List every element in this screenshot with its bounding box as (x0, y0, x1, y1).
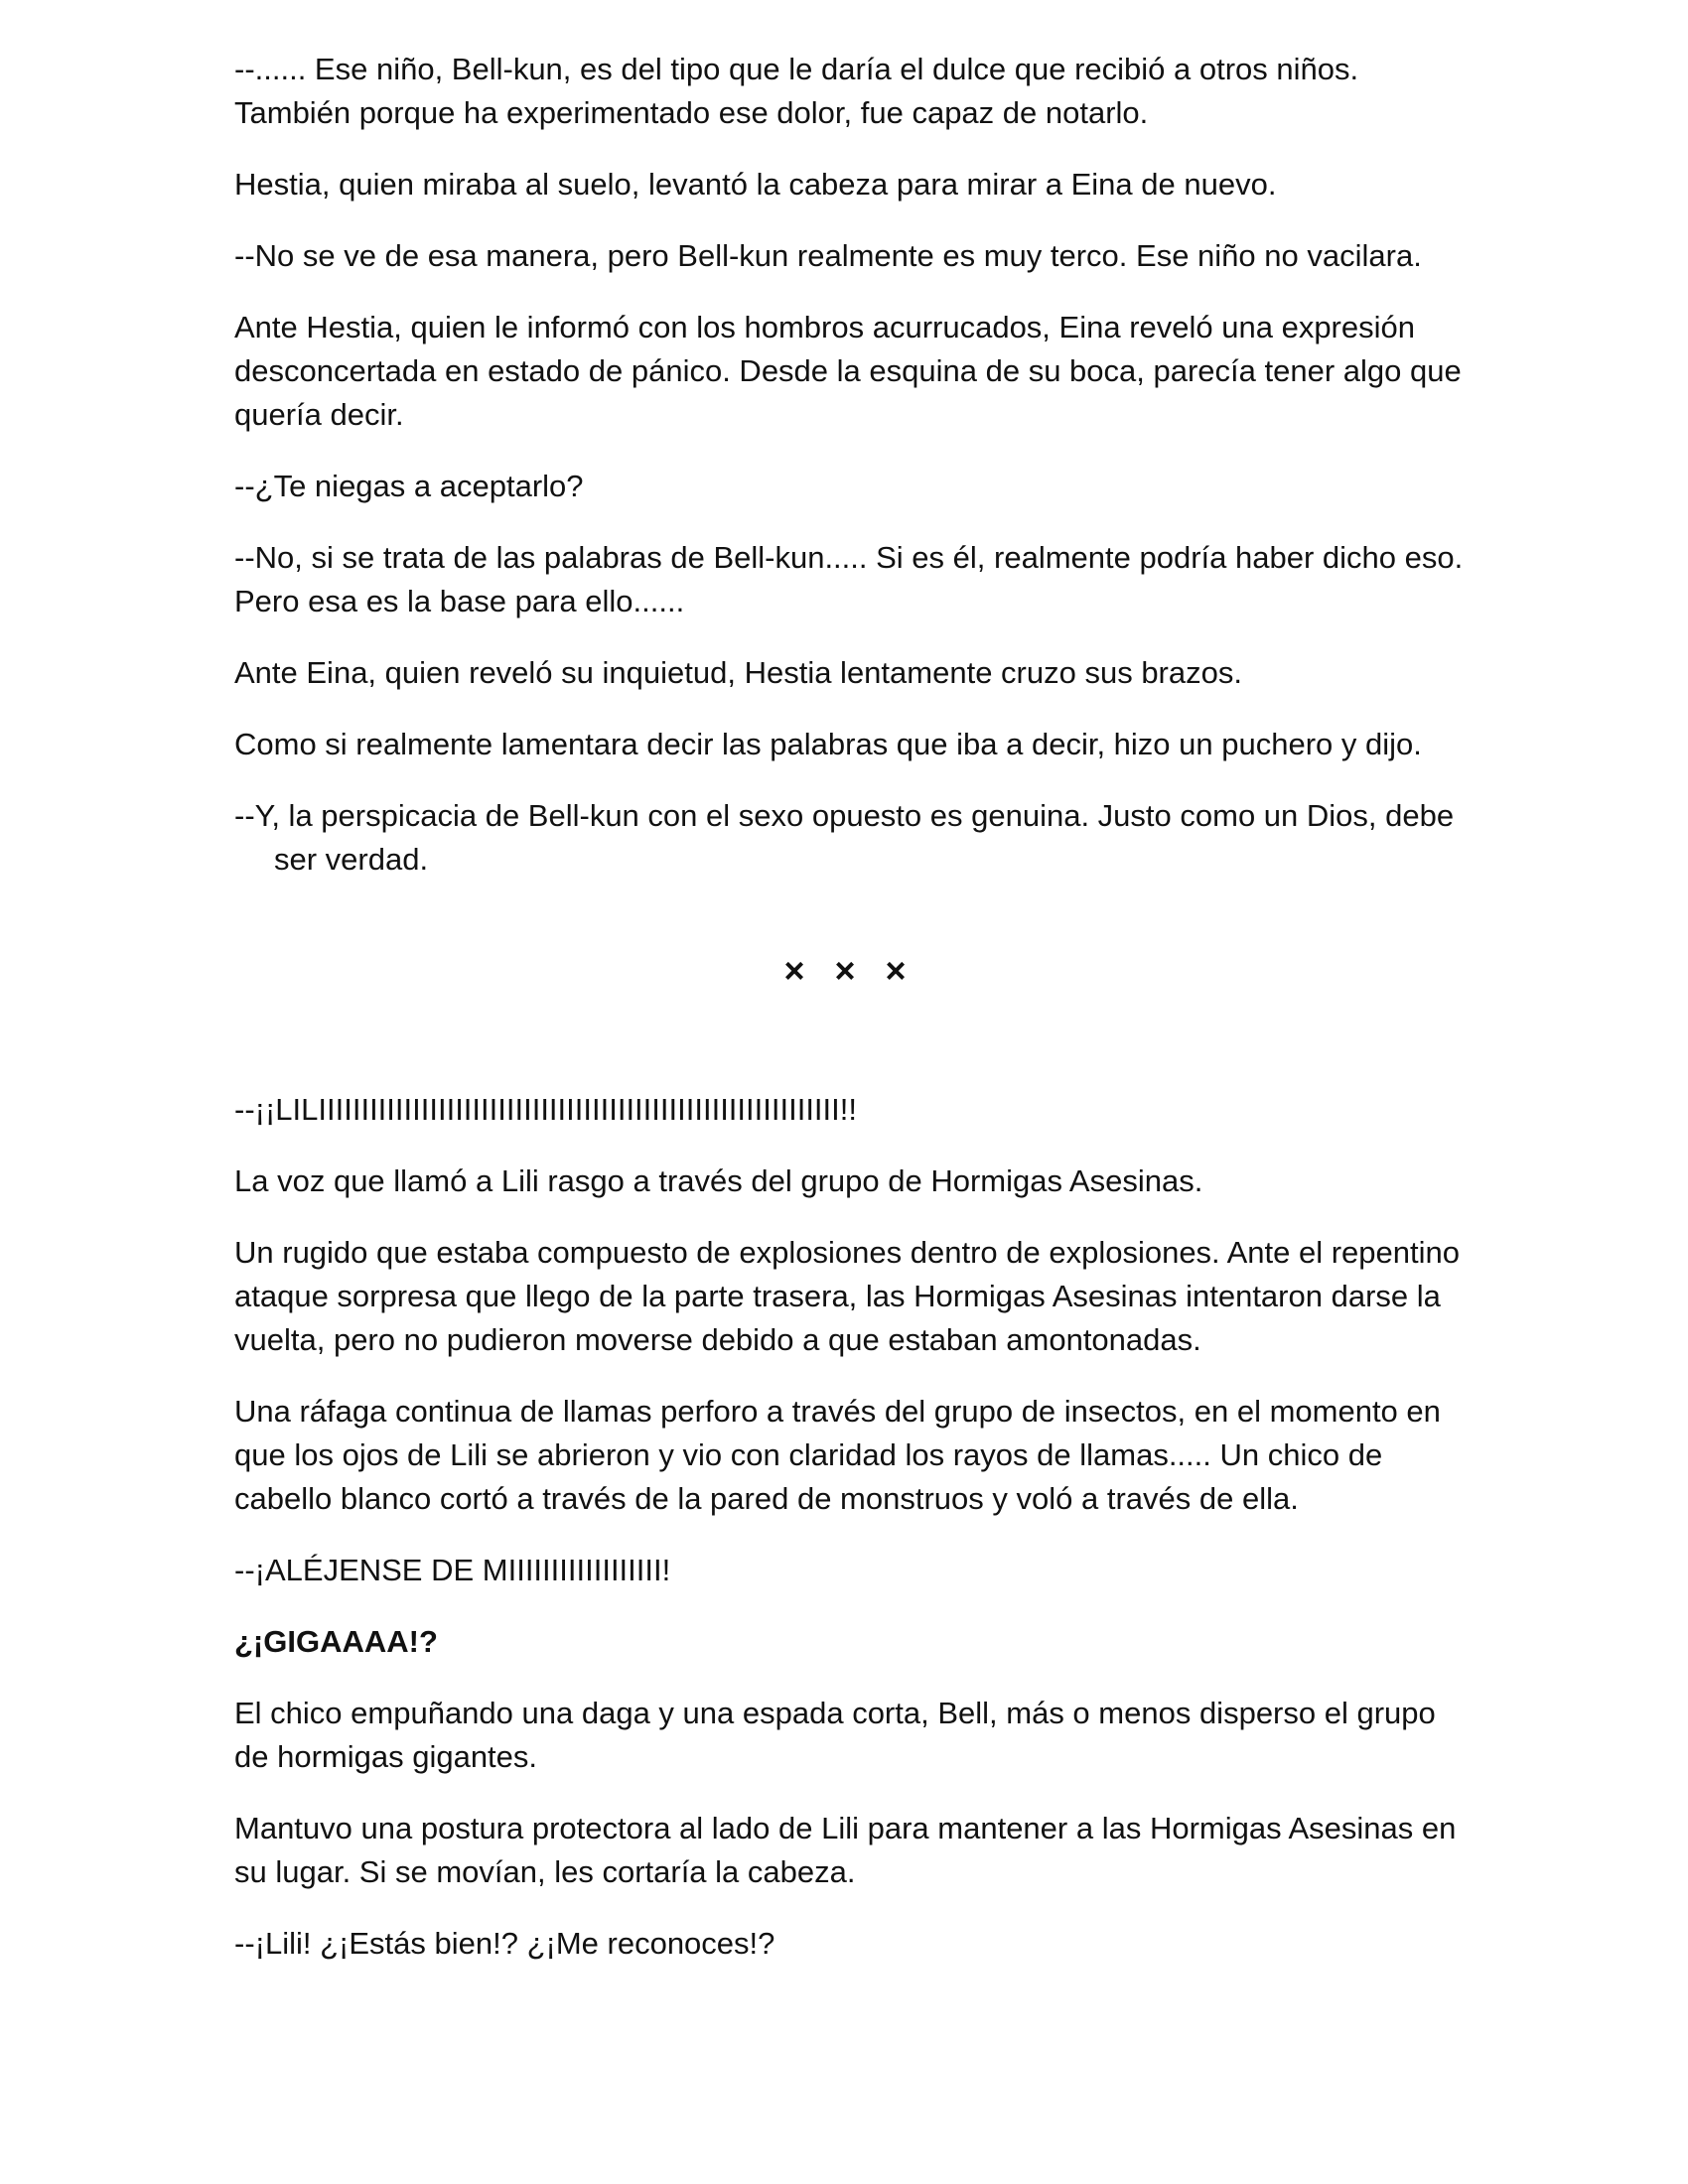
paragraph: Mantuvo una postura protectora al lado de Lili para mantener a las Hormigas Asesinas en su lugar. Si se movían, les cortaría la cabeza. (234, 1811, 1457, 1889)
paragraph: Un rugido que estaba compuesto de explosiones dentro de explosiones. Ante el repentino ataque sorpresa que llego de la parte trasera, las Hormigas Asesinas intentaron darse la vuelta, pero no pudieron moverse debido a que estaban amontonadas. (234, 1235, 1460, 1357)
paragraph: Ante Eina, quien reveló su inquietud, Hestia lentamente cruzo sus brazos. (234, 655, 1242, 690)
paragraph: Hestia, quien miraba al suelo, levantó la cabeza para mirar a Eina de nuevo. (234, 167, 1277, 202)
paragraph: El chico empuñando una daga y una espada corta, Bell, más o menos disperso el grupo de hormigas gigantes. (234, 1696, 1436, 1774)
paragraph: Una ráfaga continua de llamas perforo a través del grupo de insectos, en el momento en que los ojos de Lili se abrieron y vio con claridad los rayos de llamas..... Un chico de cabello blanco cortó a través de la pared de monstruos y voló a través de ella. (234, 1394, 1441, 1516)
section-gap (234, 1001, 1466, 1088)
paragraph: La voz que llamó a Lili rasgo a través del grupo de Hormigas Asesinas. (234, 1163, 1203, 1198)
paragraph: Como si realmente lamentara decir las palabras que iba a decir, hizo un puchero y dijo. (234, 727, 1422, 761)
paragraph: Ante Hestia, quien le informó con los hombros acurrucados, Eina reveló una expresión desconcertada en estado de pánico. Desde la esquina de su boca, parecía tener algo que quería decir. (234, 310, 1462, 432)
paragraph: --¿Te niegas a aceptarlo? (234, 469, 584, 503)
paragraph: --¡ALÉJENSE DE MIIIIIIIIIIIIIIIIII! (234, 1553, 671, 1587)
paragraph: --¡Lili! ¿¡Estás bien!? ¿¡Me reconoces!? (234, 1926, 775, 1961)
paragraph: --No se ve de esa manera, pero Bell-kun realmente es muy terco. Ese niño no vacilara. (234, 238, 1422, 273)
paragraph: --Y, la perspicacia de Bell-kun con el sexo opuesto es genuina. Justo como un Dios, debe ser verdad. (234, 798, 1455, 877)
paragraph: --...... Ese niño, Bell-kun, es del tipo que le daría el dulce que recibió a otros niños. También porque ha experimentado ese dolor, fue capaz de notarlo. (234, 52, 1359, 130)
paragraph-emphasis: ¿¡GIGAAAA!? (234, 1624, 438, 1659)
section-separator: × × × (783, 950, 916, 991)
paragraph: --No, si se trata de las palabras de Bell-kun..... Si es él, realmente podría haber dicho eso. Pero esa es la base para ello...... (234, 540, 1464, 618)
document-page (234, 48, 1466, 1993)
paragraph: --¡¡LILIIIIIIIIIIIIIIIIIIIIIIIIIIIIIIIIIIIIIIIIIIIIIIIIIIIIIIIIIIIII!! (234, 1092, 857, 1127)
